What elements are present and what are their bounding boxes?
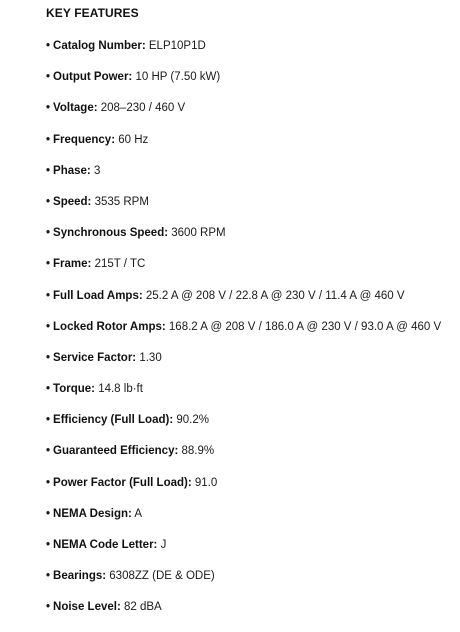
key-features-list xyxy=(46,39,441,632)
feature-label: Torque: xyxy=(53,383,95,396)
feature-label: Efficiency (Full Load): xyxy=(53,414,174,427)
feature-value: A xyxy=(134,507,143,520)
feature-label: Voltage: xyxy=(53,102,98,115)
feature-value: 168.2 A @ 208 V / 186.0 A @ 230 V / 93.0 A @ 460 V xyxy=(168,320,442,333)
feature-value: 3535 RPM xyxy=(94,195,149,208)
feature-value: 1.30 xyxy=(139,351,162,364)
feature-label: Bearings: xyxy=(53,570,107,583)
feature-label: Full Load Amps: xyxy=(53,289,143,302)
feature-value: 208–230 / 460 V xyxy=(100,102,186,115)
bullet: • xyxy=(46,383,51,396)
feature-label: Guaranteed Efficiency: xyxy=(53,445,179,458)
bullet: • xyxy=(46,476,51,489)
feature-value: 3 xyxy=(93,164,101,177)
feature-value: J xyxy=(160,539,167,551)
feature-nema-code-letter xyxy=(46,538,441,569)
feature-label: Phase: xyxy=(53,164,91,177)
feature-label: Catalog Number: xyxy=(53,40,146,52)
feature-voltage xyxy=(46,101,441,132)
feature-power-factor xyxy=(46,476,441,507)
feature-catalog-number xyxy=(46,39,441,70)
feature-value: 3600 RPM xyxy=(171,227,226,240)
section-heading: KEY FEATURES xyxy=(46,6,139,20)
feature-value: 88.9% xyxy=(181,445,215,458)
feature-label: Synchronous Speed: xyxy=(53,227,169,240)
feature-label: Output Power: xyxy=(53,71,133,84)
feature-label: Frequency: xyxy=(53,133,116,146)
feature-efficiency-full-load xyxy=(46,413,441,444)
feature-value: 14.8 lb·ft xyxy=(98,383,143,396)
feature-noise-level xyxy=(46,600,441,631)
bullet: • xyxy=(46,40,51,52)
feature-locked-rotor-amps xyxy=(46,320,441,351)
bullet: • xyxy=(46,601,51,614)
bullet: • xyxy=(46,570,51,583)
bullet: • xyxy=(46,227,51,240)
feature-label: Frame: xyxy=(53,258,92,271)
feature-full-load-amps xyxy=(46,289,441,320)
feature-nema-design xyxy=(46,507,441,538)
bullet: • xyxy=(46,258,51,271)
bullet: • xyxy=(46,414,51,427)
bullet: • xyxy=(46,102,51,115)
feature-value: 10 HP (7.50 kW) xyxy=(135,71,221,84)
feature-label: Speed: xyxy=(53,195,92,208)
bullet: • xyxy=(46,289,51,302)
bullet: • xyxy=(46,195,51,208)
feature-label: NEMA Code Letter: xyxy=(53,539,158,551)
feature-value: ELP10P1D xyxy=(148,40,206,52)
feature-label: Power Factor (Full Load): xyxy=(53,476,192,489)
feature-label: NEMA Design: xyxy=(53,507,132,520)
feature-label: Locked Rotor Amps: xyxy=(53,320,166,333)
feature-bearings xyxy=(46,569,441,600)
bullet: • xyxy=(46,133,51,146)
feature-value: 25.2 A @ 208 V / 22.8 A @ 230 V / 11.4 A @ 460 V xyxy=(145,289,405,302)
feature-label: Noise Level: xyxy=(53,601,121,614)
bullet: • xyxy=(46,445,51,458)
feature-output-power xyxy=(46,70,441,101)
feature-value: 91.0 xyxy=(194,476,218,489)
feature-guaranteed-efficiency xyxy=(46,444,441,475)
feature-value: 60 Hz xyxy=(118,133,149,146)
bullet: • xyxy=(46,539,51,551)
feature-service-factor xyxy=(46,351,441,382)
bullet: • xyxy=(46,71,51,84)
bullet: • xyxy=(46,507,51,520)
feature-speed xyxy=(46,195,441,226)
feature-torque xyxy=(46,382,441,413)
feature-value: 82 dBA xyxy=(123,601,162,614)
bullet: • xyxy=(46,320,51,333)
feature-frame xyxy=(46,257,441,288)
feature-label: Service Factor: xyxy=(53,351,137,364)
feature-phase xyxy=(46,164,441,195)
feature-frequency xyxy=(46,133,441,164)
bullet: • xyxy=(46,351,51,364)
bullet: • xyxy=(46,164,51,177)
feature-value: 215T / TC xyxy=(94,258,146,271)
feature-value: 90.2% xyxy=(176,414,209,427)
feature-synchronous-speed xyxy=(46,226,441,257)
feature-value: 6308ZZ (DE & ODE) xyxy=(109,570,215,583)
